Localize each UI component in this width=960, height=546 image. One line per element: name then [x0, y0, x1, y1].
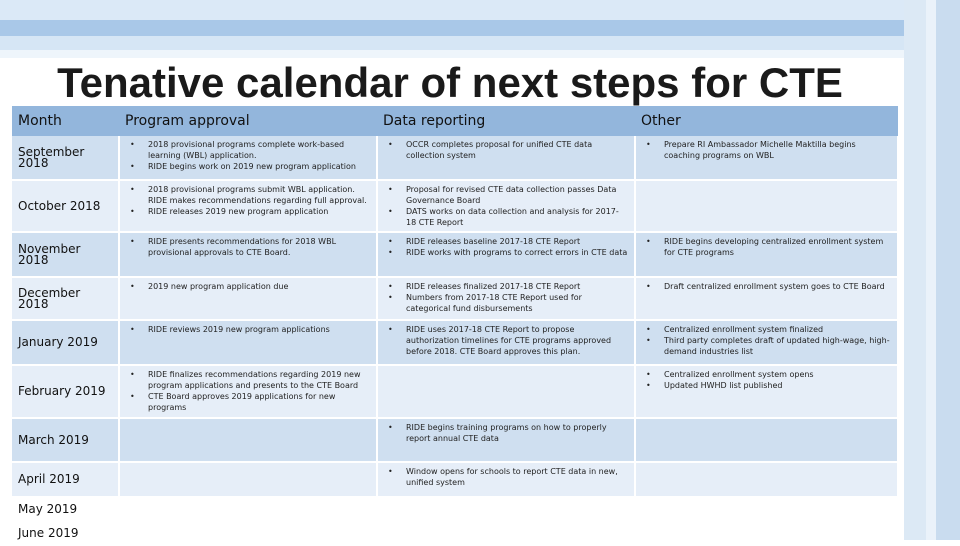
month-cell: April 2019: [12, 462, 119, 497]
data-cell: [377, 365, 635, 418]
header-band-top: [0, 0, 960, 20]
other-cell: [635, 136, 898, 180]
other-cell: [635, 277, 898, 320]
table-row: [12, 365, 898, 418]
table-row: [12, 418, 898, 462]
table-row: [12, 277, 898, 320]
data-cell: [377, 232, 635, 277]
other-bullet-list: [642, 281, 891, 292]
data-cell: [377, 522, 635, 545]
month-cell: May 2019: [12, 497, 119, 522]
program-cell: [119, 418, 377, 462]
bullet-item: • RIDE uses 2017-18 CTE Report to propose authorization timelines for CTE programs approved before 2018. CTE Board approves this plan.: [384, 324, 628, 357]
other-cell: [635, 522, 898, 545]
table-row: [12, 320, 898, 365]
program-bullet-list: [126, 281, 370, 292]
other-bullet-list: [642, 324, 891, 357]
program-cell: [119, 462, 377, 497]
bullet-item: • RIDE releases baseline 2017-18 CTE Report: [384, 236, 628, 247]
data-cell: [377, 277, 635, 320]
program-cell: [119, 180, 377, 232]
bullet-item: • 2018 provisional programs complete work-based learning (WBL) application.: [126, 139, 370, 161]
bullet-item: • Centralized enrollment system finalized: [642, 324, 891, 335]
bullet-item: • Draft centralized enrollment system goes to CTE Board: [642, 281, 891, 292]
table-row: [12, 136, 898, 180]
month-cell: June 2019: [12, 522, 119, 545]
program-bullet-list: [126, 324, 370, 335]
data-cell: [377, 180, 635, 232]
bullet-item: • OCCR completes proposal for unified CTE data collection system: [384, 139, 628, 161]
data-bullet-list: [384, 422, 628, 444]
bullet-item: • RIDE works with programs to correct errors in CTE data: [384, 247, 628, 258]
month-cell: December 2018: [12, 277, 119, 320]
month-cell: November 2018: [12, 232, 119, 277]
program-bullet-list: [126, 236, 370, 258]
data-bullet-list: [384, 281, 628, 314]
data-bullet-list: [384, 466, 628, 488]
right-stripe-2: [926, 0, 936, 540]
table-row: [12, 232, 898, 277]
bullet-item: • Window opens for schools to report CTE data in new, unified system: [384, 466, 628, 488]
program-bullet-list: [126, 139, 370, 172]
program-cell: [119, 136, 377, 180]
month-cell: January 2019: [12, 320, 119, 365]
header-band-fade: [0, 50, 960, 58]
month-cell: March 2019: [12, 418, 119, 462]
month-cell: February 2019: [12, 365, 119, 418]
right-stripe-3: [936, 0, 960, 540]
header-program-approval: Program approval: [119, 106, 377, 136]
header-other: Other: [635, 106, 898, 136]
program-cell: [119, 365, 377, 418]
data-cell: [377, 320, 635, 365]
other-cell: [635, 497, 898, 522]
other-bullet-list: [642, 369, 891, 391]
calendar-table: [12, 106, 899, 546]
bullet-item: • RIDE reviews 2019 new program applications: [126, 324, 370, 335]
other-cell: [635, 320, 898, 365]
month-cell: September 2018: [12, 136, 119, 180]
program-bullet-list: [126, 369, 370, 413]
month-cell: October 2018: [12, 180, 119, 232]
bullet-item: • Centralized enrollment system opens: [642, 369, 891, 380]
bullet-item: • RIDE finalizes recommendations regarding 2019 new program applications and presents to the CTE Board: [126, 369, 370, 391]
other-cell: [635, 418, 898, 462]
bullet-item: • RIDE begins work on 2019 new program application: [126, 161, 370, 172]
program-cell: [119, 497, 377, 522]
data-cell: [377, 136, 635, 180]
bullet-item: • RIDE releases finalized 2017-18 CTE Report: [384, 281, 628, 292]
table-row: [12, 462, 898, 497]
bullet-item: • Numbers from 2017-18 CTE Report used for categorical fund disbursements: [384, 292, 628, 314]
program-cell: [119, 277, 377, 320]
other-bullet-list: [642, 139, 891, 161]
data-bullet-list: [384, 324, 628, 357]
bullet-item: • Prepare RI Ambassador Michelle Maktilla begins coaching programs on WBL: [642, 139, 891, 161]
data-bullet-list: [384, 236, 628, 258]
data-cell: [377, 462, 635, 497]
data-bullet-list: [384, 139, 628, 161]
other-bullet-list: [642, 236, 891, 258]
program-bullet-list: [126, 184, 370, 217]
bullet-item: • RIDE begins training programs on how to properly report annual CTE data: [384, 422, 628, 444]
bullet-item: • Proposal for revised CTE data collection passes Data Governance Board: [384, 184, 628, 206]
header-row: [12, 106, 898, 136]
table-row: [12, 522, 898, 545]
slide-title: Tenative calendar of next steps for CTE: [57, 59, 843, 106]
table-row: [12, 180, 898, 232]
data-bullet-list: [384, 184, 628, 228]
header-data-reporting: Data reporting: [377, 106, 635, 136]
program-cell: [119, 522, 377, 545]
program-cell: [119, 232, 377, 277]
bullet-item: • CTE Board approves 2019 applications for new programs: [126, 391, 370, 413]
calendar-body: [12, 136, 898, 545]
other-cell: [635, 365, 898, 418]
header-band-mid: [0, 20, 960, 36]
bullet-item: • 2018 provisional programs submit WBL application. RIDE makes recommendations regarding full approval.: [126, 184, 370, 206]
other-cell: [635, 462, 898, 497]
data-cell: [377, 497, 635, 522]
right-stripe-1: [904, 0, 926, 540]
other-cell: [635, 232, 898, 277]
program-cell: [119, 320, 377, 365]
bullet-item: • RIDE releases 2019 new program application: [126, 206, 370, 217]
bullet-item: • Third party completes draft of updated high-wage, high-demand industries list: [642, 335, 891, 357]
data-cell: [377, 418, 635, 462]
bullet-item: • RIDE presents recommendations for 2018 WBL provisional approvals to CTE Board.: [126, 236, 370, 258]
bullet-item: • 2019 new program application due: [126, 281, 370, 292]
other-cell: [635, 180, 898, 232]
table-row: [12, 497, 898, 522]
bullet-item: • Updated HWHD list published: [642, 380, 891, 391]
header-month: Month: [12, 106, 119, 136]
header-band-low: [0, 36, 960, 50]
bullet-item: • DATS works on data collection and analysis for 2017-18 CTE Report: [384, 206, 628, 228]
bullet-item: • RIDE begins developing centralized enrollment system for CTE programs: [642, 236, 891, 258]
